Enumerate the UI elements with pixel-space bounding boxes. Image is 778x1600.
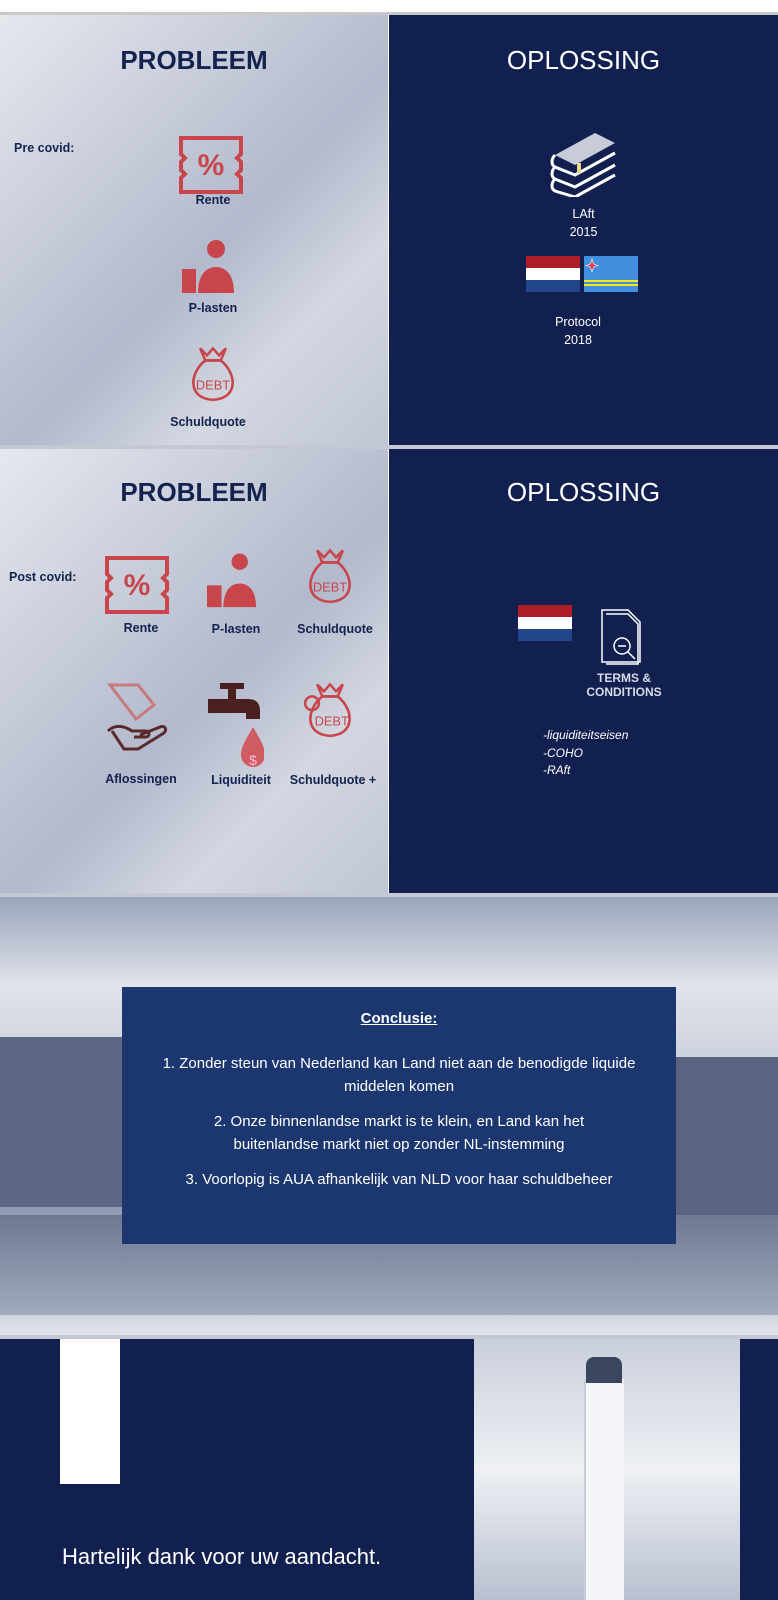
lighthouse-photo [474,1339,740,1600]
debt-bag-gear-icon [295,681,365,741]
percent-ticket-icon [178,135,248,195]
slide2-problem-panel [0,449,388,893]
thanks-text: Hartelijk dank voor uw aandacht. [62,1544,382,1569]
item-label: Liquiditeit [211,773,271,787]
conclusion-point: 1. Zonder steun van Nederland kan Land niet aan de benodigde liquide middelen komen [162,1055,636,1095]
document-search-icon [600,608,646,666]
item-label: Schuldquote [170,415,246,429]
svg-text:%: % [123,569,151,602]
solution-title: OPLOSSING [506,477,661,507]
lighthouse [584,1379,624,1600]
percent-ticket-icon [104,555,174,615]
item-label: Aflossingen [105,772,177,786]
svg-text:DEBT: DEBT [312,579,348,595]
building-left [0,1037,122,1207]
item-label: Schuldquote + [289,773,377,787]
bullet-item: -RAft [543,763,571,777]
building-right [676,1057,778,1227]
problem-title: PROBLEEM [120,477,268,507]
solution-bullets [543,727,628,780]
person-coins-icon [178,235,248,295]
hand-money-icon [104,681,180,757]
solution-protocol: Protocol 2018 [555,315,601,347]
item-label: Rente [123,621,159,635]
city-background-photo [0,897,778,1335]
netherlands-flag-icon [518,605,572,641]
debt-bag-icon [295,547,365,607]
problem-title: PROBLEEM [120,45,268,75]
debt-bag-icon [178,345,248,405]
conclusion-point: 3. Voorlopig is AUA afhankelijk van NLD voor haar schuldbeheer [185,1171,613,1188]
conclusion-title: Conclusie: [360,1010,438,1027]
slide1-solution-panel [389,15,778,445]
period-label: Pre covid: [14,141,75,155]
solution-title: OPLOSSING [506,45,661,75]
svg-text:DEBT: DEBT [314,713,349,729]
item-label: Rente [195,193,231,207]
law-books-icon [547,127,619,197]
svg-text:DEBT: DEBT [195,377,231,393]
svg-text:%: % [197,149,225,182]
svg-text:$: $ [249,752,257,768]
bullet-item: -liquiditeitseisen [543,728,629,742]
solution-laft: LAft 2015 [569,207,598,239]
conclusion-box [122,987,676,1244]
bullet-item: -COHO [543,745,583,760]
person-coins-icon [202,549,272,609]
tap-dollar-icon [208,681,264,779]
conclusion-point: 2. Onze binnenlandse markt is te klein, en Land kan het buitenlandse markt niet op zonder NL-instemming [213,1113,585,1153]
netherlands-flag-icon [526,256,580,292]
period-label: Post covid: [9,570,77,584]
item-label: P-lasten [188,301,238,315]
lighthouse-lamp [586,1357,622,1383]
terms-conditions-label: TERMS & CONDITIONS [586,671,662,699]
item-label: P-lasten [211,622,261,636]
slide2-solution-panel [389,449,778,893]
slide1-problem-panel [0,15,388,445]
thanks-slide [0,1339,778,1600]
white-accent-bar [60,1339,120,1484]
aruba-flag-icon [584,256,638,292]
item-label: Schuldquote [297,622,373,636]
